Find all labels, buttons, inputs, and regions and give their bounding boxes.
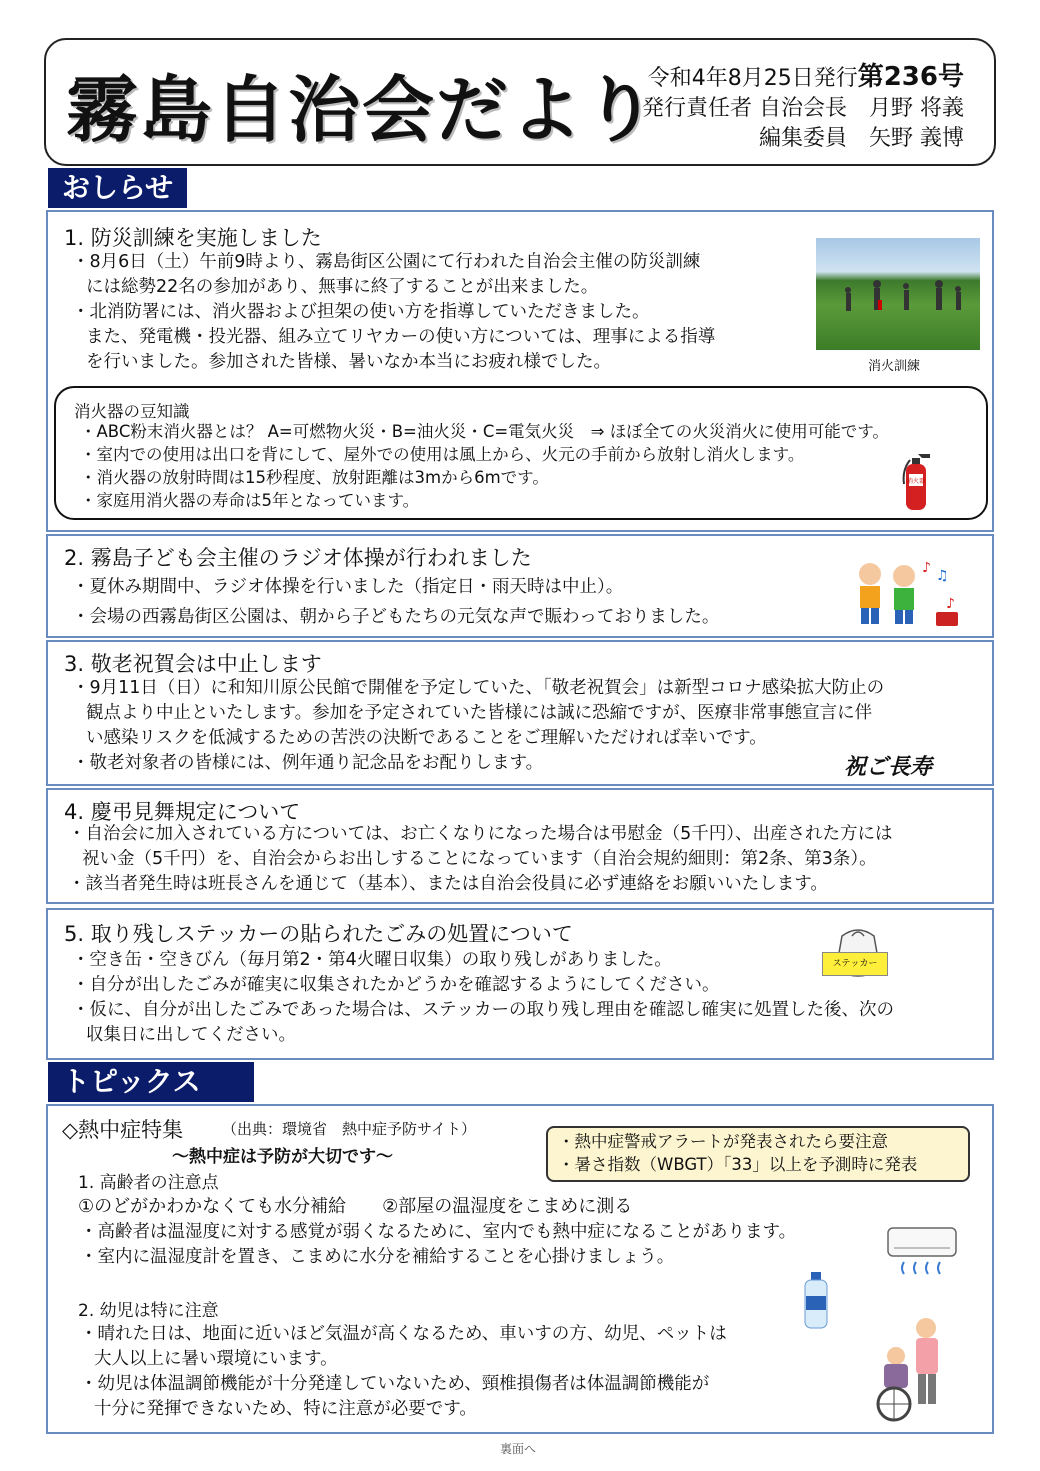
notice-1-heading: 1. 防災訓練を実施しました bbox=[64, 226, 322, 250]
infant-heading: 2. 幼児は特に注意 bbox=[78, 1301, 219, 1321]
svg-text:♫: ♫ bbox=[936, 568, 949, 584]
tips-body: ・ABC粉末消火器とは？ A=可燃物火災・B=油火災・C=電気火災 ⇒ ほぼ全ての火災消火に使用可能です。 ・室内での使用は出口を背にして、屋外での使用は風上から、火元の手前から放射し消火します。 ・消火器の放射時間は15秒程度、放射距離は3mから6mです。 ・家庭用消火器の寿命は5年となっています。 bbox=[80, 422, 889, 510]
issue-number: 第236号 bbox=[857, 62, 964, 92]
next-page-note: 裏面へ bbox=[500, 1442, 537, 1456]
publisher: 発行責任者 自治会長 月野 将義 bbox=[642, 96, 964, 121]
radio-exercise-icon bbox=[846, 552, 962, 632]
issue-date: 令和4年8月25日発行 bbox=[647, 66, 858, 91]
notice-5-body: ・空き缶・空きびん（毎月第2・第4火曜日収集）の取り残しがありました。 ・自分が出したごみが確実に収集されたかどうかを確認するようにしてください。 ・仮に、自分が出したごみであった場合は、ステッカーの取り残し理由を確認し確実に処置した後、次の 収集日に出してください。 bbox=[72, 950, 894, 1045]
topics-subtitle: ～熱中症は予防が大切です～ bbox=[172, 1147, 393, 1167]
elderly-body: ・高齢者は温湿度に対する感覚が弱くなるために、室内でも熱中症になることがあります。 ・室内に温湿度計を置き、こまめに水分を補給することを心掛けましょう。 bbox=[80, 1222, 797, 1267]
fire-drill-photo bbox=[816, 238, 980, 350]
newsletter-title: 霧島自治会だより bbox=[66, 68, 659, 152]
sticker-label: ステッカー bbox=[822, 952, 888, 976]
tips-title: 消火器の豆知識 bbox=[74, 402, 190, 421]
notice-3-body: ・9月11日（日）に和知川原公民館で開催を予定していた、「敬老祝賀会」は新型コロナ感染拡大防止の 観点より中止といたします。参加を予定されていた皆様には誠に恐縮ですが、医療非常事態宣言に伴 い感染リスクを低減するための苦渋の決断であることをご理解いただければ幸いです。 ・敬老対象者の皆様には、例年通り記念品をお配りします。 bbox=[72, 678, 885, 773]
topics-title: ◇熱中症特集 bbox=[62, 1118, 184, 1142]
water-bottle-icon bbox=[798, 1268, 834, 1336]
svg-text:♪: ♪ bbox=[922, 560, 931, 576]
topics-source: （出典：環境省 熱中症予防サイト） bbox=[222, 1120, 476, 1138]
notice-3-heading: 3. 敬老祝賀会は中止します bbox=[64, 652, 322, 676]
notices-tab: おしらせ bbox=[48, 168, 187, 208]
svg-text:♪: ♪ bbox=[946, 596, 955, 612]
drill-people-icon bbox=[816, 238, 980, 350]
photo-caption: 消火訓練 bbox=[868, 359, 921, 374]
editor: 編集委員 矢野 義博 bbox=[759, 126, 964, 151]
longevity-stamp: 祝ご長寿 bbox=[844, 755, 933, 780]
elderly-heading: 1. 高齢者の注意点 bbox=[78, 1173, 219, 1193]
elderly-points: ①のどがかわかなくても水分補給 ②部屋の温湿度をこまめに測る bbox=[78, 1196, 633, 1217]
notice-1-body: ・8月6日（土）午前9時より、霧島街区公園にて行われた自治会主催の防災訓練 には総勢22名の参加があり、無事に終了することが出来ました。 ・北消防署には、消火器および担架の使い方を指導していただきました。 また、発電機・投光器、組み立てリヤカーの使い方については、理事による指導 を行いました。参加された皆様、暑いなか本当にお疲れ様でした。 bbox=[72, 252, 716, 372]
topics-tab: トピックス bbox=[48, 1062, 254, 1102]
notice-2-body: ・夏休み期間中、ラジオ体操を行いました（指定日・雨天時は中止）。 ・会場の西霧島街区公園は、朝から子どもたちの元気な声で賑わっておりました。 bbox=[72, 577, 720, 627]
svg-text:消火器: 消火器 bbox=[906, 478, 926, 485]
wheelchair-illustration bbox=[856, 1314, 966, 1428]
extinguisher-icon bbox=[896, 450, 936, 516]
heat-alert-text: ・熱中症警戒アラートが発表されたら要注意 ・暑さ指数（WBGT）「33」以上を予測時に発表 bbox=[558, 1132, 918, 1174]
infant-body: ・晴れた日は、地面に近いほど気温が高くなるため、車いすの方、幼児、ペットは 大人以上に暑い環境にいます。 ・幼児は体温調節機能が十分発達していないため、頸椎損傷者は体温調節機能が 十分に発揮できないため、特に注意が必要です。 bbox=[80, 1324, 727, 1419]
notice-2-heading: 2. 霧島子ども会主催のラジオ体操が行われました bbox=[64, 546, 532, 570]
notice-4-heading: 4. 慶弔見舞規定について bbox=[64, 800, 301, 824]
notice-5-heading: 5. 取り残しステッカーの貼られたごみの処置について bbox=[64, 922, 573, 946]
notice-4-body: ・自治会に加入されている方については、お亡くなりになった場合は弔慰金（5千円）、出産された方には 祝い金（5千円）を、自治会からお出しすることになっています（自治会規約細則：第2条、第3条）。 ・該当者発生時は班長さんを通じて（基本）、または自治会役員に必ず連絡をお願いいたします。 bbox=[68, 824, 893, 894]
issue-info bbox=[604, 62, 964, 154]
air-conditioner-icon bbox=[884, 1222, 960, 1286]
